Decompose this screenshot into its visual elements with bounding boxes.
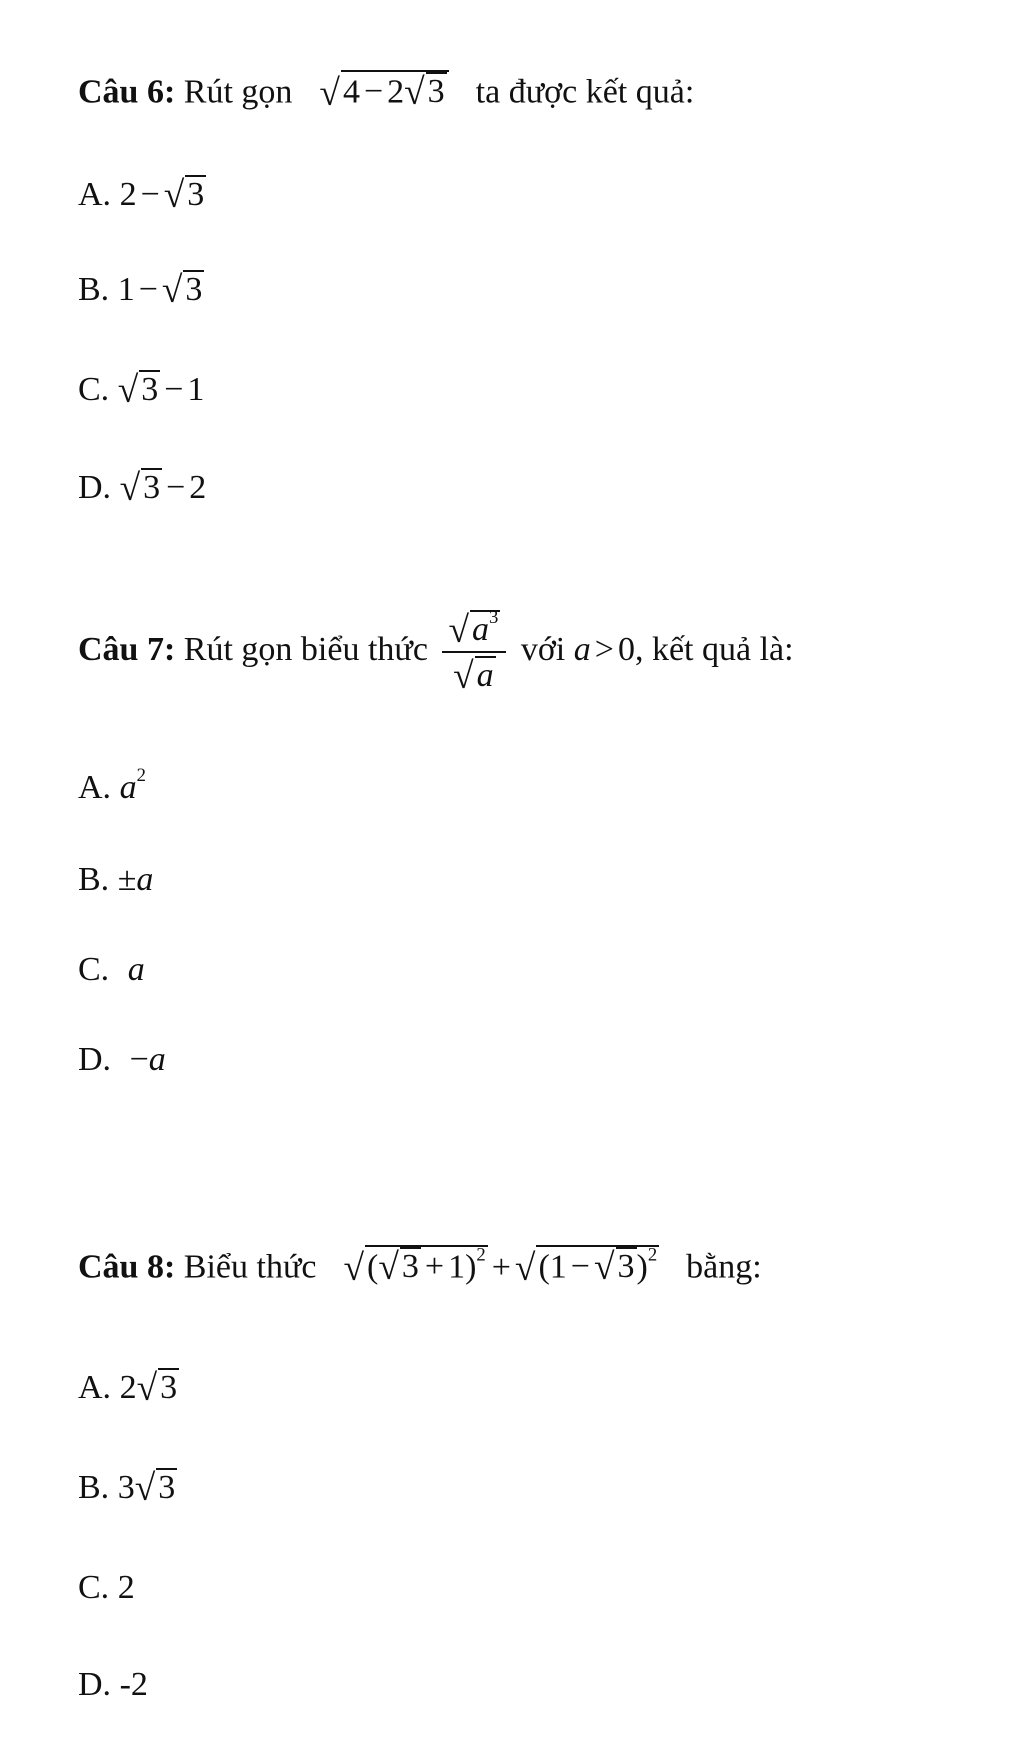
question-text-after: bằng: — [686, 1248, 762, 1286]
question-text: Biểu thức — [183, 1248, 317, 1286]
option-7c[interactable]: C. a — [78, 951, 145, 988]
question-6 — [78, 70, 694, 113]
fraction-expression: √ $a^3$ √ a — [442, 610, 506, 694]
sqrt-expression: √ 4 − 2 √ 3 — [319, 70, 448, 110]
option-7a[interactable]: A. $a^2$ — [78, 765, 146, 806]
question-label: Câu 8: — [78, 1248, 176, 1286]
option-6c[interactable]: C. √ 3 − 1 — [78, 370, 205, 412]
option-6d[interactable]: D. √ 3 − 2 — [78, 468, 207, 510]
question-label: Câu 7: — [78, 630, 176, 668]
question-text-middle: với — [520, 630, 566, 668]
option-8c[interactable]: C. 2 — [78, 1569, 135, 1606]
question-text: Rút gọn — [183, 73, 293, 111]
question-8 — [78, 1245, 762, 1288]
option-8d[interactable]: D. -2 — [78, 1666, 148, 1703]
question-text-after: , kết quả là: — [634, 630, 794, 668]
question-text-after: ta được kết quả: — [475, 73, 695, 111]
option-7d[interactable]: D. −a — [78, 1041, 166, 1078]
option-8a[interactable]: A. 2 √ 3 — [78, 1368, 178, 1410]
option-6a[interactable]: A. 2 − √ 3 — [78, 175, 205, 217]
question-label: Câu 6: — [78, 73, 176, 111]
option-6b[interactable]: B. 1 − √ 3 — [78, 270, 203, 312]
sum-expression: √ ( √ 3 + 1)$^2$ + √ (1 − √ 3 )$^2$ — [343, 1244, 658, 1289]
question-7: Câu 7: Rút gọn biểu thức √ $a^3$ √ a với a > 0, kết quả là: — [78, 607, 794, 698]
option-8b[interactable]: B. 3 √ 3 — [78, 1468, 176, 1510]
question-text: Rút gọn biểu thức — [183, 630, 428, 668]
option-7b[interactable]: B. ±a — [78, 861, 154, 898]
